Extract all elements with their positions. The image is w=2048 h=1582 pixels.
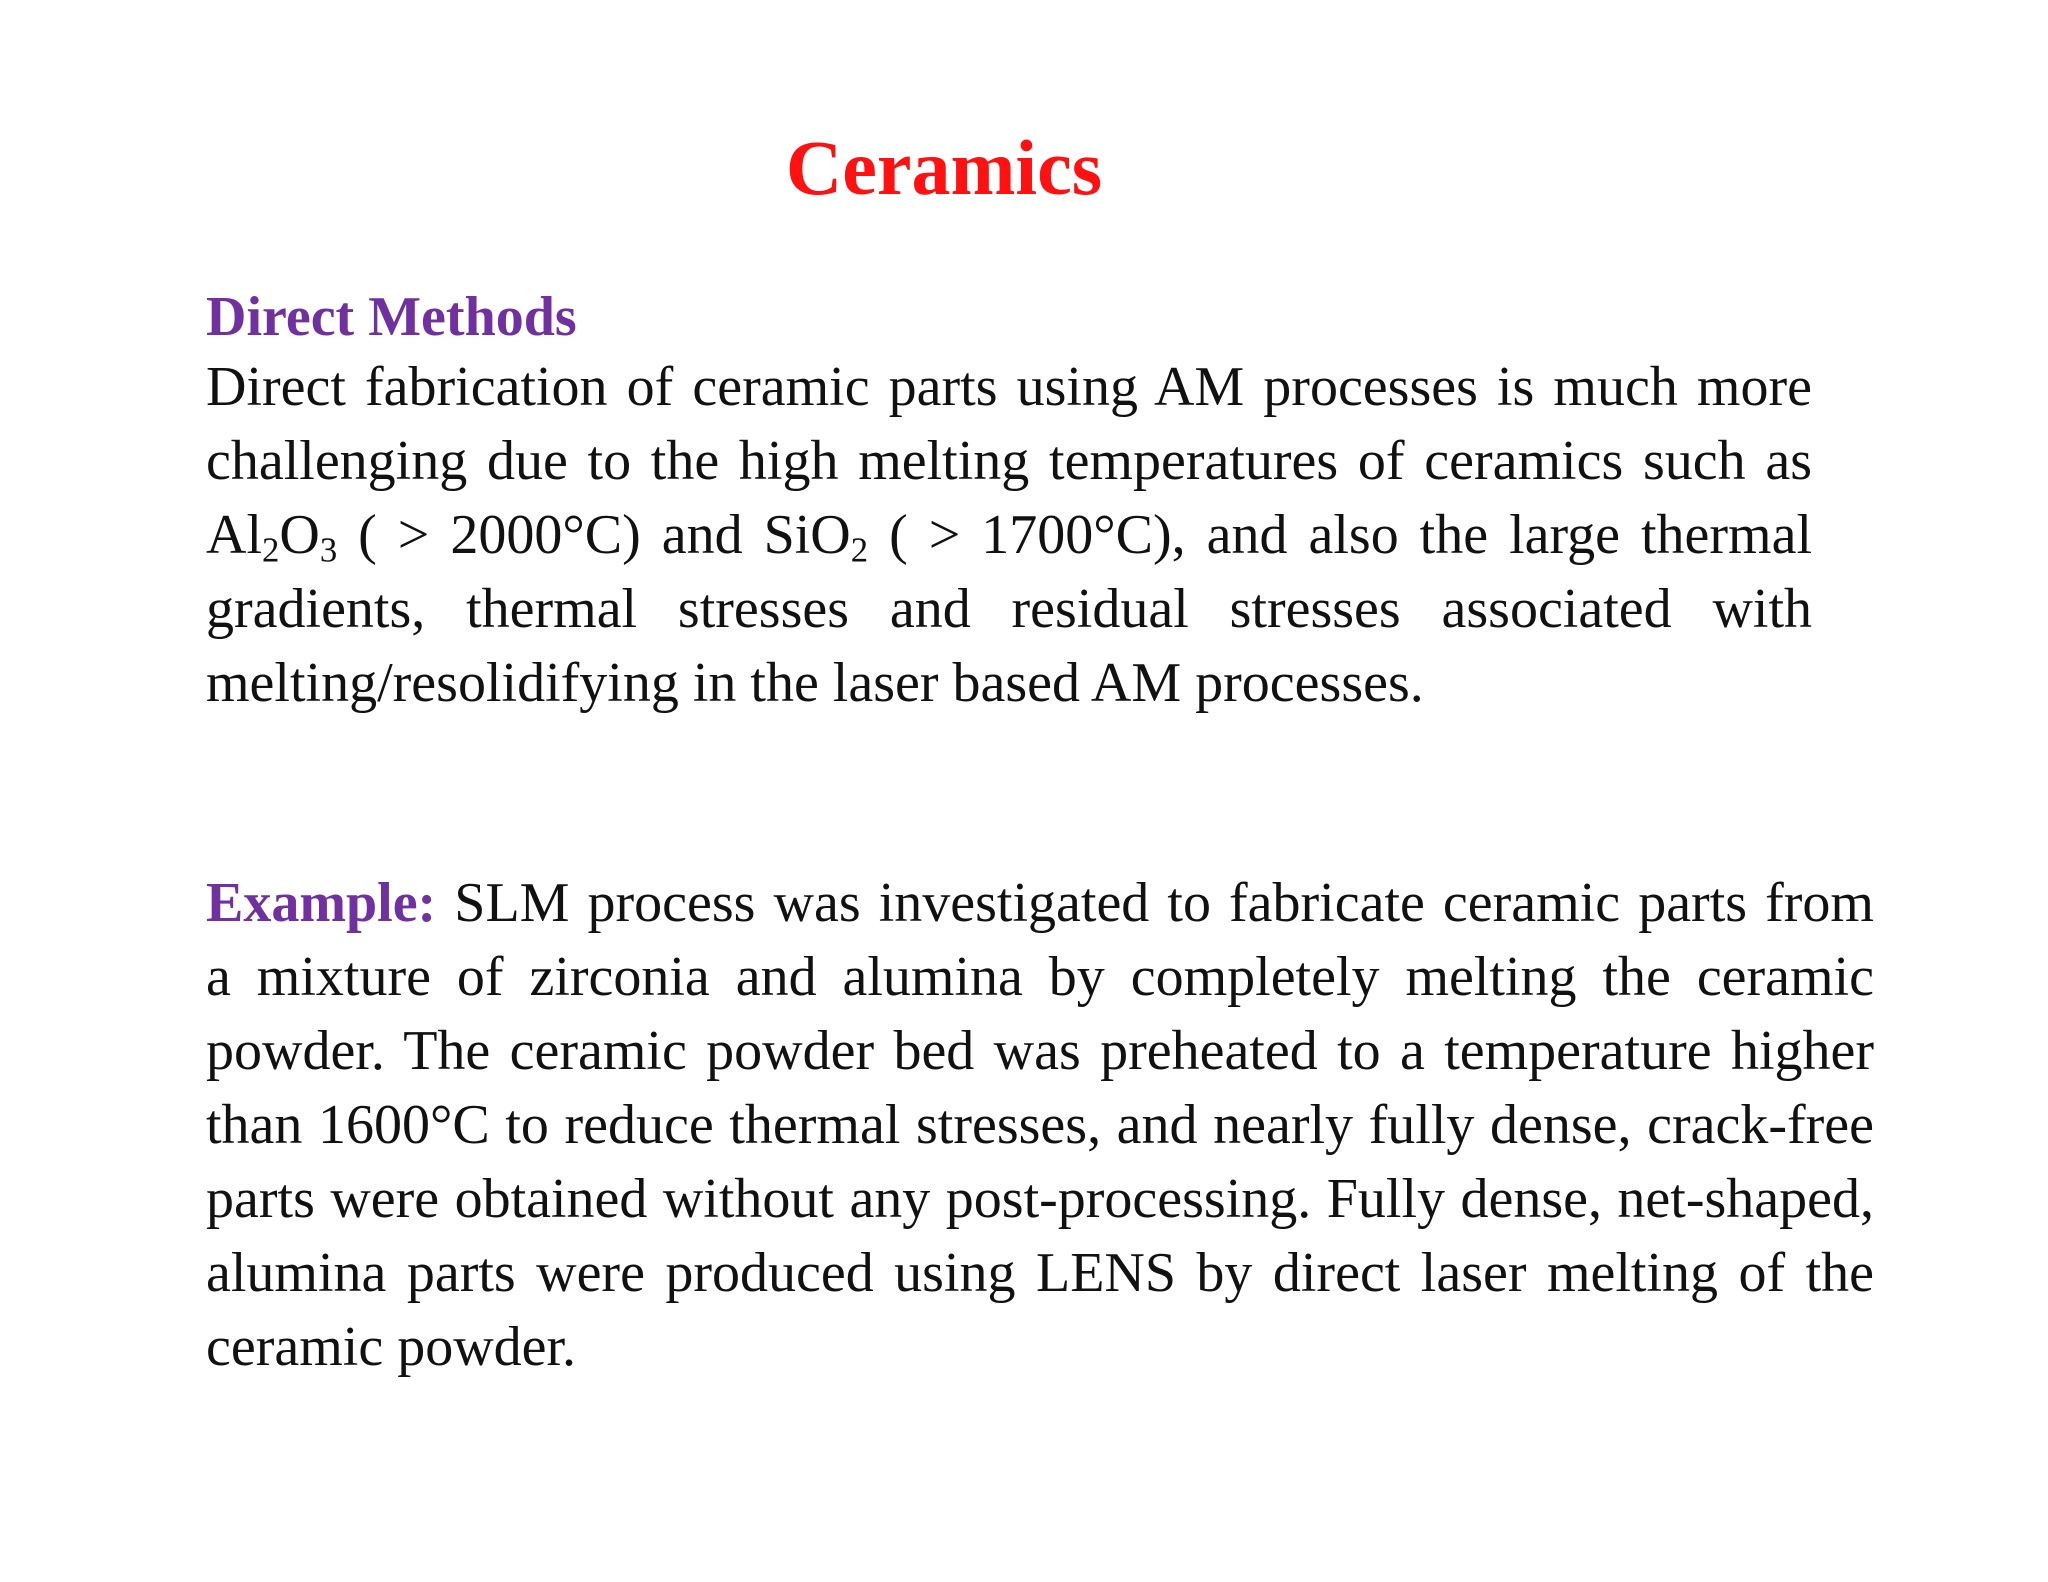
section-heading-direct-methods: Direct Methods — [206, 286, 577, 348]
direct-methods-text-2: O — [279, 504, 320, 566]
slide-title: Ceramics — [785, 124, 1103, 211]
al2o3-subscript-2: 2 — [262, 530, 280, 570]
direct-methods-text-1: Direct fabrication of ceramic parts using AM processes is much more challenging due to the high melting temperatures of ceramics such as Al — [206, 356, 1812, 566]
sio2-subscript-2: 2 — [850, 530, 869, 570]
example-paragraph — [206, 866, 1874, 1384]
direct-methods-text-4: ( > 1700°C), and also the large thermal gradients, thermal stresses and residual stresses associated with melting/resolidifying in the laser based AM processes. — [206, 504, 1812, 714]
direct-methods-text-3: ( > 2000°C) and SiO — [337, 504, 851, 566]
direct-methods-paragraph — [206, 350, 1812, 720]
example-text: SLM process was investigated to fabricate ceramic parts from a mixture of zirconia and alumina by completely melting the ceramic powder. The ceramic powder bed was preheated to a temperature higher than 1600°C to reduce thermal stresses, and nearly fully dense, crack-free parts were obtained without any post-processing. Fully dense, net-shaped, alumina parts were produced using LENS by direct laser melting of the ceramic powder. — [206, 872, 1874, 1378]
example-label: Example: — [206, 872, 437, 934]
al2o3-subscript-3: 3 — [319, 530, 338, 570]
